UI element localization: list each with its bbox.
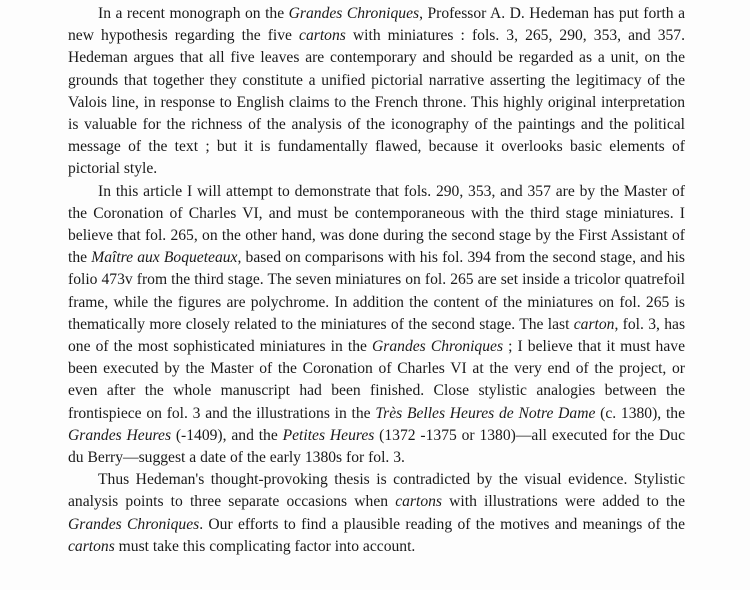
text-run: Thus Hedeman's thought-provoking thesis is contradicted by the visual evidence. Stylistic analysis points to three separate occasions when [68,471,685,511]
text-run: , based on comparisons with his fol. 394 from the second stage, and his folio 473v from the third stage. The seven miniatures on fol. 265 are set inside a tricolor quatrefoil frame, while the figures are polychrome. In addition the content of the miniatures on fol. 265 is thematically more closely related to the miniatures of the second stage. The last [68,249,686,333]
text-run: , fol. 3, has one of the most sophisticated miniatures in the [68,315,686,356]
text-run: (c. 1380), the [595,404,685,422]
text-run: (1372 -1375 or 1380)—all executed for the Duc du Berry—suggest a date of the early 1380s for fol. 3. [68,426,685,467]
text-run: (-1409), and the [171,426,283,444]
italic-text: Petites Heures [282,426,375,444]
italic-text: cartons [68,537,115,555]
italic-text: Grandes Chroniques [68,515,200,533]
text-run: In this article I will attempt to demonstrate that fols. 290, 353, and 357 are by the Master of the Coronation of Charles VI, and must be contemporaneous with the third stage miniatures. I believe that fol. 265, on the other hand, was done during the second stage by the First Assistant of the [68,182,685,267]
italic-text: Maître aux Boqueteaux [91,249,238,267]
italic-text: carton [573,315,615,333]
text-run: ; I believe that it must have been executed by the Master of the Coronation of Charles VI at the very end of the project, or even after the whole manuscript had been finished. Close stylistic analogies between the frontispiece on fol. 3 and the illustrations in the [68,338,685,422]
italic-text: cartons [299,27,346,45]
paragraph-1 [68,3,685,181]
text-run: with illustrations were added to the [442,493,685,511]
text-run: , Professor A. D. Hedeman has put forth a new hypothesis regarding the five [68,5,685,45]
text-run: must take this complicating factor into account. [114,537,416,555]
italic-text: Grandes Chroniques [372,338,504,356]
paragraph-2 [68,181,685,470]
italic-text: Grandes Chroniques [288,5,420,22]
text-run: . Our efforts to find a plausible reading of the motives and meanings of the [199,515,685,533]
italic-text: cartons [395,493,442,511]
italic-text: Grandes Heures [68,426,172,444]
paragraph-3 [68,469,685,558]
text-run: with miniatures : fols. 3, 265, 290, 353, and 357. Hedeman argues that all five leaves are contemporary and should be regarded as a unit, on the grounds that together they constitute a unified pictorial narrative asserting the legitimacy of the Valois line, in response to English claims to the French throne. This highly original interpretation is valuable for the richness of the analysis of the iconography of the paintings and the political message of the text ; but it is fundamentally flawed, because it overlooks basic elements of pictorial style. [68,27,685,178]
text-run: In a recent monograph on the [98,5,289,22]
italic-text: Très Belles Heures de Notre Dame [375,404,596,422]
article-text [68,0,685,558]
